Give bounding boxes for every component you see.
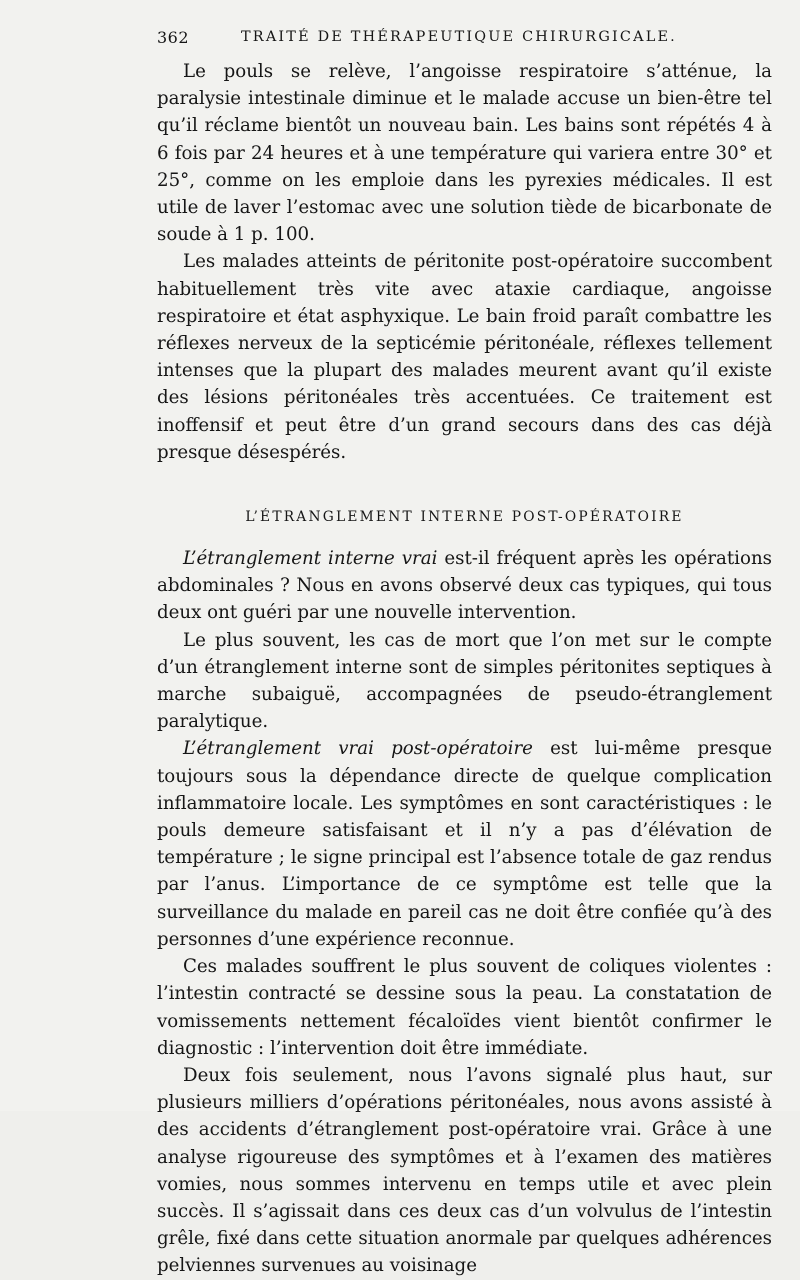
- section-title: L’ÉTRANGLEMENT INTERNE POST-OPÉRATOIRE: [245, 509, 684, 526]
- paragraph-two-cases: Deux fois seulement, nous l’avons signalé plus haut, sur plusieurs milliers d’opérations péritonéales, nous avons assisté à des accidents d’étranglement post-opératoire vrai. Grâce à une analyse rigoureuse des symptômes et à l’examen des matières vomies, nous sommes intervenu en temps utile et avec plein succès. Il s’agissait dans ces deux cas d’un volvulus de l’intestin grêle, fixé dans cette situation anormale par quelques adhérences pelviennes survenues au voisinage: [157, 1064, 772, 1277]
- italic-term-true-postoperative-strangulation: L’étranglement vrai post-opératoire: [183, 738, 533, 760]
- paragraph-colic: Ces malades souffrent le plus souvent de coliques violentes : l’intestin contracté se dessine sous la peau. La constatation de vomissements nettement fécaloïdes vient bientôt confirmer le diagnostic : l’intervention doit être immédiate.: [157, 956, 772, 1059]
- paragraph-death-cases: Le plus souvent, les cas de mort que l’on met sur le compte d’un étranglement interne sont de simples péritonites septiques à marche subaiguë, accompagnées de pseudo-étranglement paralytique.: [157, 629, 772, 733]
- italic-term-true-internal-strangulation: L’étranglement interne vrai: [183, 548, 438, 570]
- running-title: TRAITÉ DE THÉRAPEUTIQUE CHIRURGICALE.: [241, 29, 677, 45]
- paragraph-pulse: Le pouls se relève, l’angoisse respiratoire s’atténue, la paralysie intestinale diminue et le malade accuse un bien-être tel qu’il réclame bientôt un nouveau bain. Les bains sont répétés 4 à 6 fois par 24 heures et à une température qui variera entre 30° et 25°, comme on les emploie dans les pyrexies médicales. Il est utile de laver l’estomac avec une solution tiède de bicarbonate de soude à 1 p. 100.: [157, 61, 772, 246]
- paragraph-postoperative-peritonitis: Les malades atteints de péritonite post-opératoire succombent habituellement très vite avec ataxie cardiaque, angoisse respiratoire et état asphyxique. Le bain froid paraît combattre les réflexes nerveux de la septicémie péritonéale, réflexes tellement intenses que la plupart des malades meurent avant qu’il existe des lésions péritonéales très accentuées. Ce traitement est inoffensif et peut être d’un grand secours dans des cas déjà presque désespérés.: [157, 251, 772, 463]
- paragraph-true-strangulation-text: est-il fréquent après les opérations abdominales ? Nous en avons observé deux cas typiques, qui tous deux ont guéri par une nouvelle intervention.: [157, 548, 772, 624]
- page-number: 362: [157, 28, 190, 47]
- paragraph-true-strangulation: [157, 545, 772, 627]
- paragraph-postoperative-true-strangulation: [157, 735, 772, 953]
- paragraph-postoperative-true-strangulation-text: est lui-même presque toujours sous la dépendance directe de quelque complication inflammatoire locale. Les symptômes en sont caractéristiques : le pouls demeure satisfaisant et il n’y a pas d’élévation de température ; le signe principal est l’absence totale de gaz rendus par l’anus. L’importance de ce symptôme est telle que la surveillance du malade en pareil cas ne doit être confiée qu’à des personnes d’une expérience reconnue.: [157, 738, 772, 950]
- page-header: [157, 22, 772, 50]
